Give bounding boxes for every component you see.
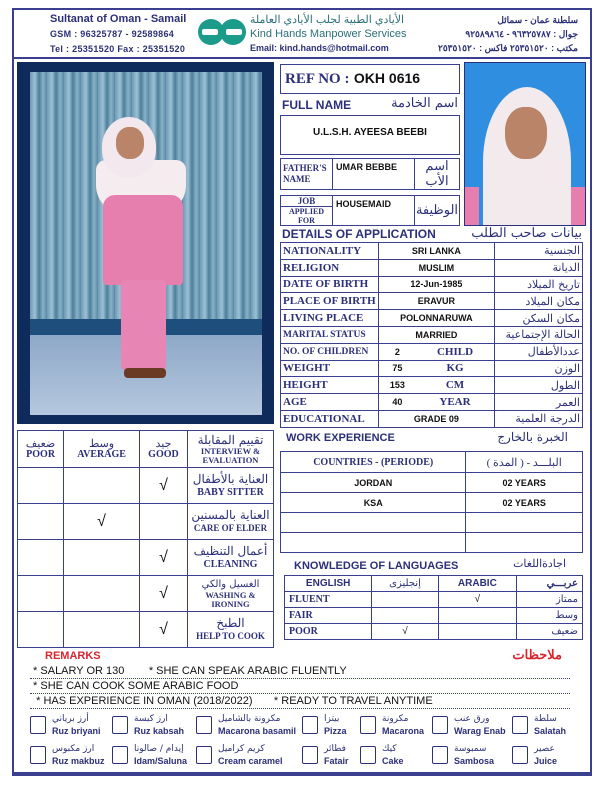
details-row-dob <box>281 276 583 293</box>
eval-row-washing-ironing <box>18 576 274 612</box>
photo-figure-face <box>116 127 144 159</box>
lang-row-poor <box>285 624 583 640</box>
checkbox[interactable] <box>360 746 376 764</box>
detail-label: PLACE OF BIRTH <box>281 293 379 310</box>
header-country-ar: سلطنة عمان - سمائل <box>497 15 578 25</box>
checkbox[interactable] <box>512 746 528 764</box>
food-macarona-basamil[interactable]: مكرونة بالشاميل Macarona basamil <box>196 714 326 740</box>
work-row <box>281 533 583 553</box>
lang-arabic-check <box>438 608 516 624</box>
lang-english-check <box>372 592 438 608</box>
full-name-box <box>280 115 460 155</box>
lang-arabic-check: √ <box>438 592 516 608</box>
checkbox[interactable] <box>512 716 528 734</box>
detail-label: DATE OF BIRTH <box>281 276 379 293</box>
eval-average-cell <box>64 468 140 504</box>
detail-label-ar: الحالة الإجتماعية <box>495 326 583 343</box>
lang-level-ar: ممتاز <box>516 592 582 608</box>
details-row-living-place <box>281 310 583 327</box>
work-country <box>281 533 466 553</box>
work-period: 02 YEARS <box>466 493 583 513</box>
fathers-name-table <box>280 158 460 190</box>
detail-label-ar: العمر <box>495 394 583 411</box>
detail-label-ar: الدرجة العلمية <box>495 410 583 427</box>
details-row-education <box>281 410 583 427</box>
applied-for-label: APPLIED FOR <box>288 207 325 225</box>
eval-header-good: جيد GOOD <box>139 431 187 468</box>
food-juice[interactable]: عصير Juice <box>512 744 604 770</box>
food-ruz-kabsah[interactable]: ارز كبسة Ruz kabsah <box>112 714 242 740</box>
lang-level: POOR <box>285 624 372 640</box>
ref-no-label: REF NO : <box>285 71 350 87</box>
eval-header-poor: ضعيف POOR <box>18 431 64 468</box>
eval-good-cell: √ <box>139 576 187 612</box>
lang-english-check: √ <box>372 624 438 640</box>
ref-no-box <box>280 64 460 94</box>
eval-row-cleaning <box>18 540 274 576</box>
lang-arabic-check <box>438 624 516 640</box>
job-value: HOUSEMAID <box>333 196 415 226</box>
header-divider <box>14 57 590 59</box>
work-country: JORDAN <box>281 473 466 493</box>
food-idam-saluna[interactable]: إيدام / صالونا Idam/Saluna <box>112 744 242 770</box>
details-row-height <box>281 377 583 394</box>
eval-average-cell <box>64 612 140 648</box>
food-ruz-makbuz[interactable]: ارز مكبوس Ruz makbuz <box>30 744 160 770</box>
ref-no-value: OKH 0616 <box>353 70 421 86</box>
checkbox[interactable] <box>360 716 376 734</box>
detail-label: AGE <box>281 394 379 411</box>
lang-row-fluent <box>285 592 583 608</box>
checkbox[interactable] <box>112 746 128 764</box>
eval-good-cell <box>139 504 187 540</box>
eval-good-cell: √ <box>139 540 187 576</box>
eval-good-cell: √ <box>139 612 187 648</box>
food-macarona[interactable]: مكرونة Macarona <box>360 714 490 740</box>
detail-label-ar: مكان الميلاد <box>495 293 583 310</box>
checkbox[interactable] <box>196 716 212 734</box>
work-experience-title: WORK EXPERIENCE <box>286 432 395 444</box>
detail-value: ERAVUR <box>378 293 494 310</box>
details-title: DETAILS OF APPLICATION <box>282 227 436 241</box>
eval-poor-cell <box>18 540 64 576</box>
details-row-religion <box>281 259 583 276</box>
languages-title-ar: اجادةاللغات <box>513 557 566 570</box>
work-period: 02 YEARS <box>466 473 583 493</box>
detail-label-ar: الوزن <box>495 360 583 377</box>
checkbox[interactable] <box>302 716 318 734</box>
work-experience-title-ar: الخبرة بالخارج <box>497 430 568 444</box>
work-row <box>281 513 583 533</box>
eval-header-average: وسط AVERAGE <box>64 431 140 468</box>
full-name-label: FULL NAME <box>282 98 352 112</box>
remark-line: * SHE CAN COOK SOME ARABIC FOOD <box>30 680 570 694</box>
detail-label: MARITAL STATUS <box>281 326 379 343</box>
work-experience-table <box>280 451 583 553</box>
checkbox[interactable] <box>432 716 448 734</box>
detail-unit: CM <box>416 377 495 394</box>
remark-line: * HAS EXPERIENCE IN OMAN (2018/2022) * READY TO TRAVEL ANYTIME <box>30 695 570 709</box>
eval-poor-cell <box>18 612 64 648</box>
details-row-marital-status <box>281 326 583 343</box>
detail-unit: KG <box>416 360 495 377</box>
lang-level: FAIR <box>285 608 372 624</box>
details-title-ar: بيانات صاحب الطلب <box>471 226 582 241</box>
detail-value: 75 <box>378 360 416 377</box>
detail-value: POLONNARUWA <box>378 310 494 327</box>
eval-poor-cell <box>18 576 64 612</box>
checkbox[interactable] <box>196 746 212 764</box>
food-cream-caramel[interactable]: كريم كراميل Cream caramel <box>196 744 326 770</box>
full-name-value: U.L.S.H. AYEESA BEEBI <box>313 127 427 138</box>
full-name-label-ar: اسم الخادمة <box>391 96 458 111</box>
header-contact-en <box>50 12 186 57</box>
evaluation-table <box>17 430 274 648</box>
detail-label: RELIGION <box>281 259 379 276</box>
lang-header-arabic: ARABIC <box>438 576 516 592</box>
eval-category: أعمال التنظيف CLEANING <box>188 540 274 576</box>
checkbox[interactable] <box>432 746 448 764</box>
checkbox[interactable] <box>302 746 318 764</box>
work-period <box>466 533 583 553</box>
header-office-ar: مكتب : ٢٥٣٥١٥٢٠ فاكس : ٢٥٣٥١٥٢٠ <box>438 43 578 53</box>
eval-row-care-of-elder <box>18 504 274 540</box>
food-sambosa[interactable]: سمبوسة Sambosa <box>432 744 562 770</box>
details-row-children <box>281 343 583 360</box>
job-label-cell <box>281 196 333 226</box>
remarks-title-ar: ملاحظات <box>512 648 562 663</box>
languages-table <box>284 575 583 640</box>
detail-label: EDUCATIONAL <box>281 410 379 427</box>
detail-label: LIVING PLACE <box>281 310 379 327</box>
eval-poor-cell <box>18 468 64 504</box>
company-name-ar: الأيادي الطبية لجلب الأيادي العاملة <box>250 14 405 26</box>
header-gsm: GSM : 96325787 - 92589864 <box>50 29 175 39</box>
eval-row-help-to-cook <box>18 612 274 648</box>
detail-label: NO. OF CHILDREN <box>281 343 379 360</box>
job-label-ar: الوظيفة <box>415 196 460 226</box>
company-name-en: Kind Hands Manpower Services <box>250 28 407 40</box>
lang-level: FLUENT <box>285 592 372 608</box>
eval-header-interview: تقييم المقابلة INTERVIEW & EVALUATION <box>188 431 274 468</box>
food-cake[interactable]: كيك Cake <box>360 744 490 770</box>
eval-category: العناية بالأطفال BABY SITTER <box>188 468 274 504</box>
detail-label-ar: الجنسية <box>495 243 583 260</box>
checkbox[interactable] <box>112 716 128 734</box>
details-table <box>280 242 583 428</box>
food-ruz-briyani[interactable]: أرز برياني Ruz briyani <box>30 714 160 740</box>
detail-label-ar: الطول <box>495 377 583 394</box>
photo-figure-feet <box>124 368 166 378</box>
lang-english-check <box>372 608 438 624</box>
work-period <box>466 513 583 533</box>
photo-figure-body <box>103 195 183 285</box>
lang-header-english: ENGLISH <box>285 576 372 592</box>
hands-logo-icon <box>196 18 248 46</box>
remark-line: * SALARY OR 130 * SHE CAN SPEAK ARABIC FLUENTLY <box>30 665 570 679</box>
work-row <box>281 473 583 493</box>
header-mobile-ar: جوال : ٩٦٣٢٥٧٨٧ - ٩٢٥٨٩٨٦٤ <box>465 29 578 39</box>
detail-unit: YEAR <box>416 394 495 411</box>
fathers-name-value: UMAR BEBBE <box>333 159 415 190</box>
eval-average-cell <box>64 540 140 576</box>
eval-category: الغسيل والكي WASHING & IRONING <box>188 576 274 612</box>
details-row-age <box>281 394 583 411</box>
fathers-name-label-ar: اسم الأب <box>415 159 460 190</box>
food-fatair[interactable]: فطائر Fatair <box>302 744 432 770</box>
food-pizza[interactable]: بيتزا Pizza <box>302 714 432 740</box>
eval-poor-cell <box>18 504 64 540</box>
detail-value: 153 <box>378 377 416 394</box>
header-country: Sultanat of Oman - Samail <box>50 13 187 25</box>
header-company <box>250 13 407 55</box>
lang-row-fair <box>285 608 583 624</box>
eval-category: الطبخ HELP TO COOK <box>188 612 274 648</box>
food-salatah[interactable]: سلطة Salatah <box>512 714 604 740</box>
photo-figure-legs <box>121 280 166 370</box>
checkbox[interactable] <box>30 716 46 734</box>
detail-label: HEIGHT <box>281 377 379 394</box>
detail-value: MUSLIM <box>378 259 494 276</box>
detail-label: NATIONALITY <box>281 243 379 260</box>
languages-title: KNOWLEDGE OF LANGUAGES <box>294 560 459 572</box>
detail-value: 12-Jun-1985 <box>378 276 494 293</box>
job-table <box>280 195 460 226</box>
food-warag-enab[interactable]: ورق عنب Warag Enab <box>432 714 562 740</box>
fathers-name-label: FATHER'S NAME <box>281 159 333 190</box>
work-row <box>281 493 583 513</box>
eval-row-baby-sitter <box>18 468 274 504</box>
lang-header-english-ar: إنجليزى <box>372 576 438 592</box>
eval-average-cell <box>64 576 140 612</box>
header-contact-ar <box>438 13 578 55</box>
footer-divider <box>14 772 590 775</box>
detail-label-ar: عددالأطفال <box>495 343 583 360</box>
detail-label: WEIGHT <box>281 360 379 377</box>
eval-good-cell: √ <box>139 468 187 504</box>
lang-level-ar: ضعيف <box>516 624 582 640</box>
work-header-ar: البلـــد - ( المدة ) <box>466 452 583 473</box>
detail-unit: CHILD <box>416 343 495 360</box>
detail-label-ar: مكان السكن <box>495 310 583 327</box>
detail-label-ar: الديانة <box>495 259 583 276</box>
detail-value: SRI LANKA <box>378 243 494 260</box>
work-country <box>281 513 466 533</box>
lang-level-ar: وسط <box>516 608 582 624</box>
details-row-nationality <box>281 243 583 260</box>
lang-header-arabic-ar: عربـــي <box>516 576 582 592</box>
passport-photo <box>464 62 586 226</box>
eval-average-cell: √ <box>64 504 140 540</box>
checkbox[interactable] <box>30 746 46 764</box>
detail-label-ar: تاريخ الميلاد <box>495 276 583 293</box>
eval-category: العناية بالمسنين CARE OF ELDER <box>188 504 274 540</box>
details-row-place-of-birth <box>281 293 583 310</box>
header-tel-fax: Tel : 25351520 Fax : 25351520 <box>50 44 186 54</box>
remarks-title: REMARKS <box>45 650 101 662</box>
detail-value: 40 <box>378 394 416 411</box>
company-email: Email: kind.hands@hotmail.com <box>250 43 389 53</box>
work-header-countries: COUNTRIES - (PERIODE) <box>281 452 466 473</box>
work-country: KSA <box>281 493 466 513</box>
details-row-weight <box>281 360 583 377</box>
detail-value: GRADE 09 <box>378 410 494 427</box>
job-label: JOB <box>281 196 332 207</box>
detail-value: MARRIED <box>378 326 494 343</box>
detail-value: 2 <box>378 343 416 360</box>
